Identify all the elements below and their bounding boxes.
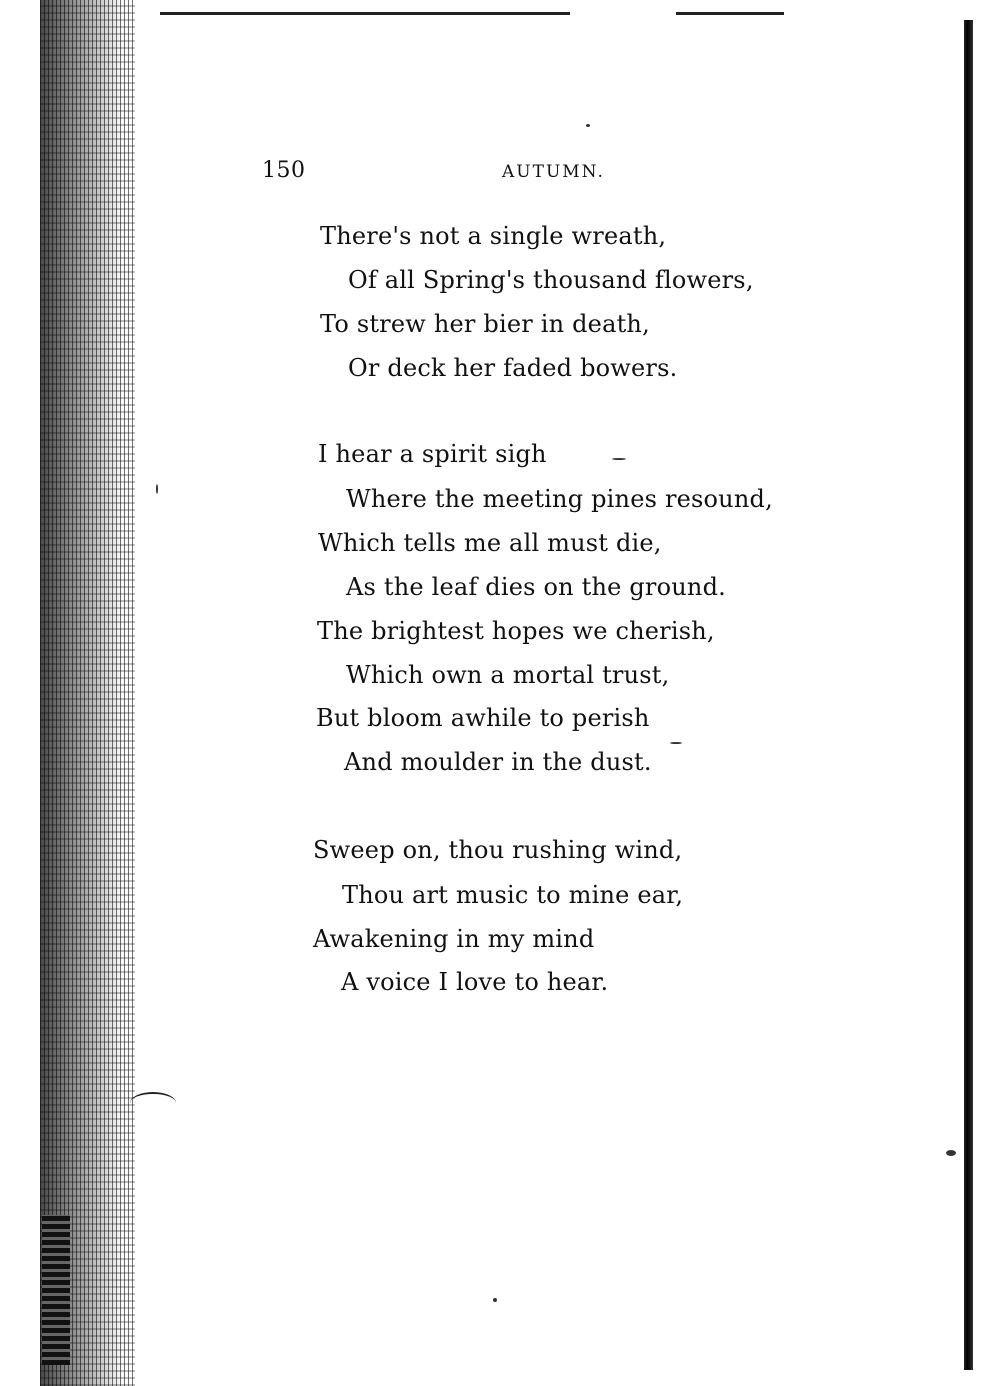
page-header [262, 158, 662, 188]
scan-speck [156, 484, 158, 494]
page-edge-shadow [964, 20, 973, 1370]
poem-line: And moulder in the dust. [344, 748, 652, 776]
top-rule [160, 12, 570, 15]
poem-line: As the leaf dies on the ground. [346, 573, 726, 601]
poem-line: Which own a mortal trust, [346, 661, 670, 689]
binding-dark-patch [42, 1215, 70, 1365]
page-number: 150 [262, 158, 306, 183]
poem-line: Sweep on, thou rushing wind, [313, 836, 683, 864]
poem-line: Which tells me all must die, [318, 529, 662, 557]
poem-line: Of all Spring's thousand flowers, [348, 266, 754, 294]
poem-line: There's not a single wreath, [320, 222, 667, 250]
scan-speck [612, 458, 626, 460]
running-head: AUTUMN. [502, 162, 605, 182]
scan-speck [670, 742, 682, 744]
scan-speck [493, 1298, 497, 1302]
poem-line: The brightest hopes we cherish, [317, 617, 715, 645]
scan-speck [946, 1150, 956, 1156]
poem-line: Or deck her faded bowers. [348, 354, 678, 382]
poem-line: Awakening in my mind [313, 925, 595, 953]
poem-line: A voice I love to hear. [341, 968, 609, 996]
scan-speck [586, 124, 590, 127]
binding-gutter-shadow [40, 0, 135, 1386]
poem-line: I hear a spirit sigh [318, 440, 547, 468]
top-rule-short [676, 12, 784, 15]
ink-mark [130, 1092, 176, 1114]
poem-line: To strew her bier in death, [320, 310, 650, 338]
poem-line: Thou art music to mine ear, [342, 881, 684, 909]
poem-line: But bloom awhile to perish [316, 704, 650, 732]
poem-line: Where the meeting pines resound, [346, 485, 773, 513]
